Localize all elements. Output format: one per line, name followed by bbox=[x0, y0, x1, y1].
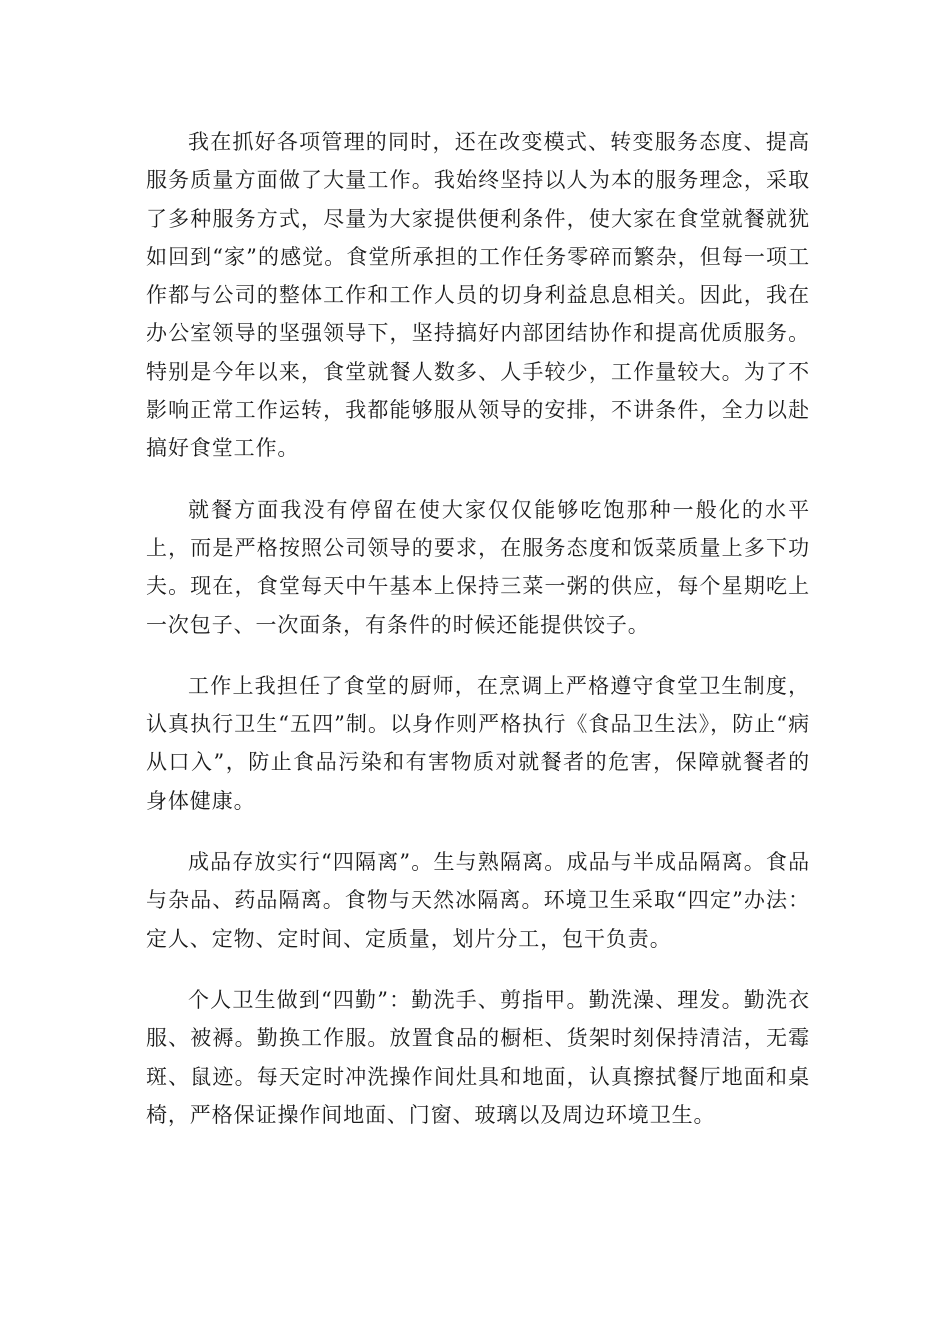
paragraph-management-service: 我在抓好各项管理的同时，还在改变模式、转变服务态度、提高服务质量方面做了大量工作。我始终坚持以人为本的服务理念，采取了多种服务方式，尽量为大家提供便利条件，使大家在食堂就餐就犹如回到“家”的感觉。食堂所承担的工作任务零碎而繁杂，但每一项工作都与公司的整体工作和工作人员的切身利益息息相关。因此，我在办公室领导的坚强领导下，坚持搞好内部团结协作和提高优质服务。特别是今年以来，食堂就餐人数多、人手较少，工作量较大。为了不影响正常工作运转，我都能够服从领导的安排，不讲条件，全力以赴搞好食堂工作。 bbox=[146, 130, 810, 461]
paragraph-chef-hygiene: 工作上我担任了食堂的厨师，在烹调上严格遵守食堂卫生制度，认真执行卫生“五四”制。以身作则严格执行《食品卫生法》，防止“病从口入”，防止食品污染和有害物质对就餐者的危害，保障就餐者的身体健康。 bbox=[146, 673, 810, 813]
paragraph-personal-hygiene: 个人卫生做到“四勤”：勤洗手、剪指甲。勤洗澡、理发。勤洗衣服、被褥。勤换工作服。放置食品的橱柜、货架时刻保持清洁，无霉斑、鼠迹。每天定时冲洗操作间灶具和地面，认真擦拭餐厅地面和桌椅，严格保证操作间地面、门窗、玻璃以及周边环境卫生。 bbox=[146, 987, 810, 1127]
document-body bbox=[146, 123, 810, 1157]
paragraph-storage-isolation: 成品存放实行“四隔离”。生与熟隔离。成品与半成品隔离。食品与杂品、药品隔离。食物与天然冰隔离。环境卫生采取“四定”办法：定人、定物、定时间、定质量，划片分工，包干负责。 bbox=[146, 850, 810, 951]
paragraph-dining-quality: 就餐方面我没有停留在使大家仅仅能够吃饱那种一般化的水平上，而是严格按照公司领导的要求，在服务态度和饭菜质量上多下功夫。现在，食堂每天中午基本上保持三菜一粥的供应，每个星期吃上一次包子、一次面条，有条件的时候还能提供饺子。 bbox=[146, 497, 810, 637]
